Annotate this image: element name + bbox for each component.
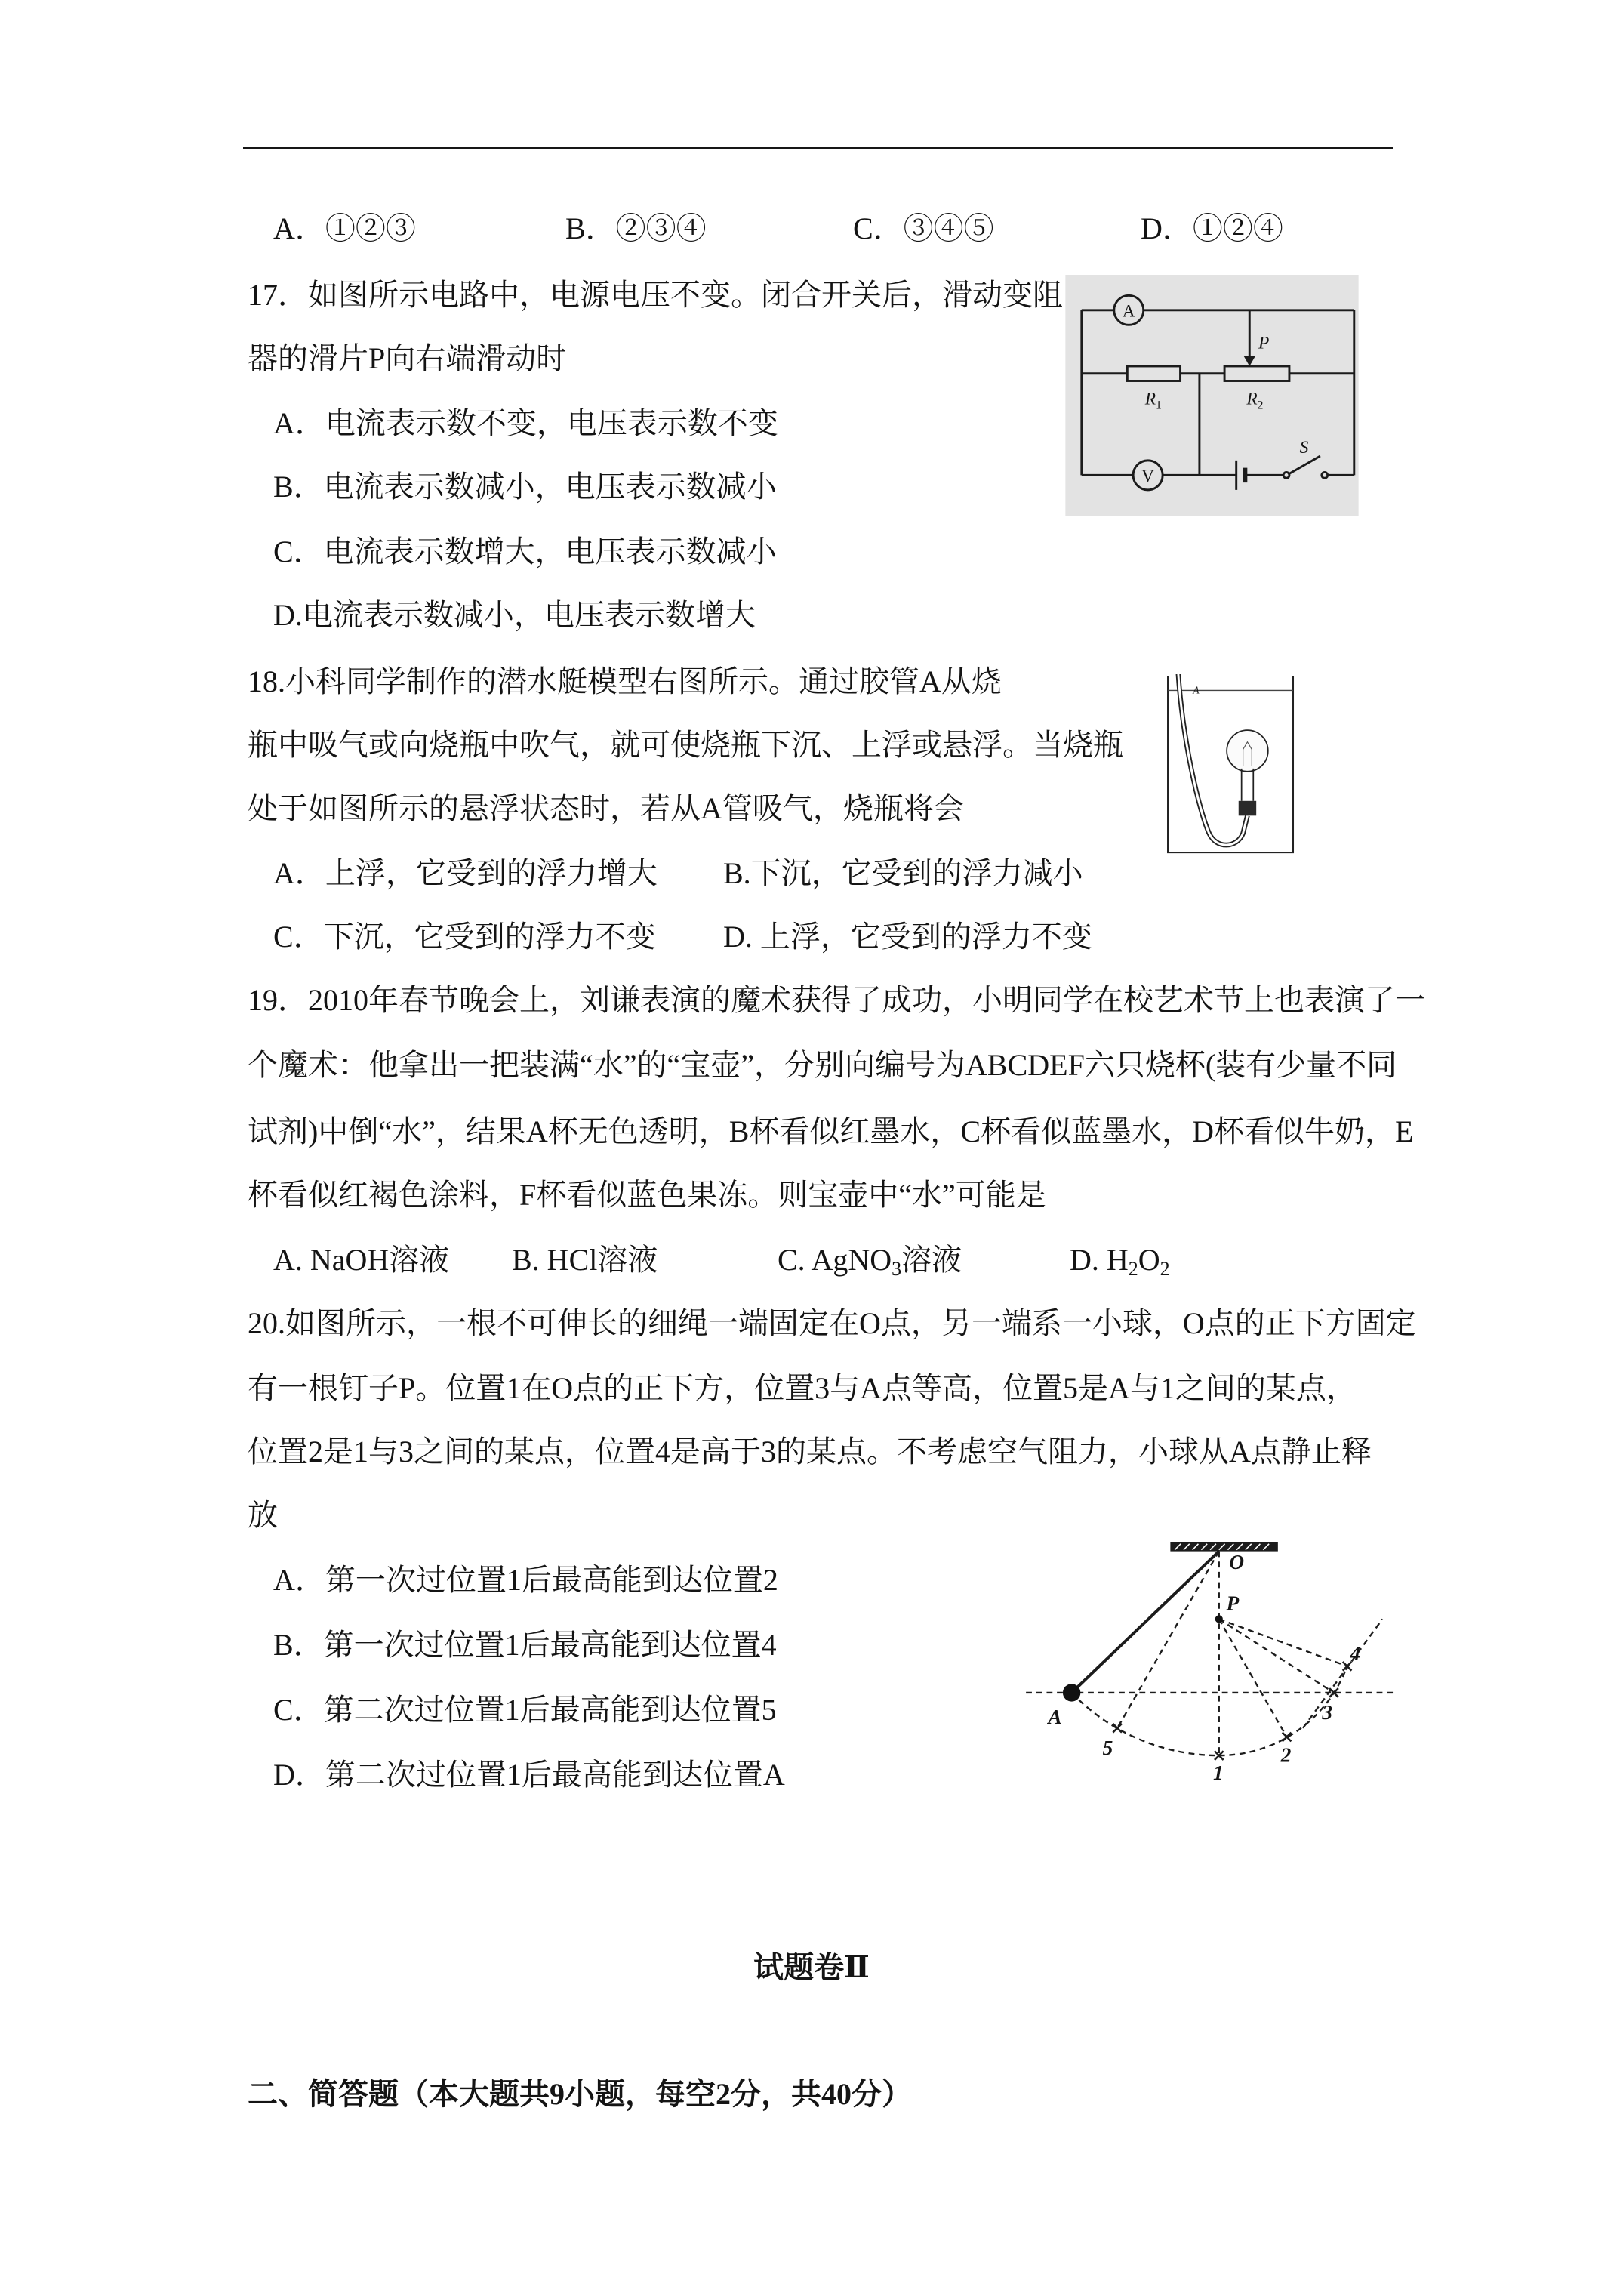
q17-option-a: A．电流表示数不变，电压表示数不变 [273,406,778,440]
q18-stem-line-2: 瓶中吸气或向烧瓶中吹气，就可使烧瓶下沉、上浮或悬浮。当烧瓶 [248,728,1123,762]
q19-option-c-text: C. AgNO [778,1243,892,1277]
q19-option-b: B. HCl溶液 [512,1243,658,1277]
q18-stem-line-1: 18.小科同学制作的潜水艇模型右图所示。通过胶管A从烧 [248,664,1002,698]
label-o: O [1229,1551,1245,1574]
q18-option-b: B.下沉，它受到的浮力减小 [723,856,1083,890]
q18-option-a: A．上浮，它受到的浮力增大 [273,856,658,890]
q20-stem-line-3: 位置2是1与3之间的某点，位置4是高于3的某点。不考虑空气阻力，小球从A点静止释 [248,1435,1372,1469]
header-rule [243,147,1393,149]
flask-neck [1242,769,1254,801]
r1-subscript: 1 [1156,399,1162,412]
flask-bulb [1227,730,1268,772]
label-1: 1 [1212,1761,1224,1783]
q20-option-a: A．第一次过位置1后最高能到达位置2 [273,1563,778,1597]
q20-pendulum-figure [1023,1539,1402,1783]
mark-position-5 [1113,1724,1122,1733]
q19-option-d-text: D. H [1070,1243,1129,1277]
label-3: 3 [1322,1701,1333,1724]
q19-option-d [1070,1242,1170,1278]
mark-position-2 [1283,1733,1292,1742]
q20-stem-line-1: 20.如图所示，一根不可伸长的细绳一端固定在O点，另一端系一小球，O点的正下方固定 [248,1306,1416,1340]
q19-stem-line-2: 个魔术：他拿出一把装满“水”的“宝壶”，分别向编号为ABCDEF六只烧杯(装有少量不同 [248,1048,1397,1082]
q20-option-d: D．第二次过位置1后最高能到达位置A [273,1758,785,1792]
string-solid [1072,1552,1219,1693]
label-2: 2 [1280,1743,1292,1767]
r1-letter: R [1144,389,1156,409]
q19-stem-line-4: 杯看似红褐色涂料，F杯看似蓝色果冻。则宝壶中“水”可能是 [248,1178,1046,1212]
q18-option-d: D. 上浮，它受到的浮力不变 [723,920,1092,954]
label-5: 5 [1102,1736,1113,1759]
q19-option-c [778,1242,962,1278]
q16-option-a: A．①②③ [273,211,416,245]
r2-subscript: 2 [1257,399,1264,412]
q20-stem-line-4: 放 [248,1498,278,1532]
q17-stem-line-1: 17．如图所示电路中，电源电压不变。闭合开关后，滑动变阻 [248,278,1063,312]
beaker-outline [1168,676,1293,852]
q19-option-d-subscript-1: 2 [1128,1258,1138,1280]
q19-option-a: A. NaOH溶液 [273,1243,450,1277]
string-to-position-5 [1117,1552,1219,1728]
extended-line-through-4 [1303,1619,1382,1727]
voltmeter-label: V [1141,467,1155,487]
q19-option-d-oxygen: O [1138,1243,1160,1277]
q18-option-c: C．下沉，它受到的浮力不变 [273,920,656,954]
q16-option-d: D．①②④ [1141,211,1283,245]
q17-option-b: B．电流表示数减小，电压表示数减小 [273,470,777,504]
q16-option-b: B．②③④ [565,211,707,245]
section-heading: 二、简答题（本大题共9小题，每空2分，共40分） [248,2077,912,2111]
q20-stem-line-2: 有一根钉子P。位置1在O点的正下方，位置3与A点等高，位置5是A与1之间的某点， [248,1371,1357,1405]
q17-stem-line-2: 器的滑片P向右端滑动时 [248,341,567,375]
q19-option-d-subscript-2: 2 [1160,1258,1170,1280]
swing-arc-large [1072,1693,1219,1755]
tube-label: A [1193,684,1200,696]
q19-option-c-tail: 溶液 [901,1243,962,1277]
label-4: 4 [1350,1642,1361,1666]
r2-letter: R [1246,389,1258,409]
ball [1063,1684,1080,1701]
q19-stem-line-1: 19．2010年春节晚会上，刘谦表演的魔术获得了成功，小明同学在校艺术节上也表演了一 [248,983,1425,1017]
part-title: 试题卷Ⅱ [753,1950,870,1984]
q17-option-c: C．电流表示数增大，电压表示数减小 [273,535,777,569]
switch-label: S [1299,438,1309,458]
flask-stopper [1239,801,1256,816]
q18-stem-line-3: 处于如图所示的悬浮状态时，若从A管吸气，烧瓶将会 [248,791,964,825]
ammeter-label: A [1122,301,1135,322]
slider-label: P [1258,333,1270,353]
label-a: A [1048,1705,1062,1728]
q20-option-b: B．第一次过位置1后最高能到达位置4 [273,1628,777,1662]
q20-option-c: C．第二次过位置1后最高能到达位置5 [273,1693,777,1727]
q16-option-c: C．③④⑤ [853,211,994,245]
q17-option-d: D.电流表示数减小，电压表示数增大 [273,598,756,632]
string-to-position-2 [1219,1619,1287,1737]
q19-stem-line-3: 试剂)中倒“水”，结果A杯无色透明，B杯看似红墨水，C杯看似蓝墨水，D杯看似牛奶，E [248,1114,1414,1148]
q19-option-c-subscript: 3 [892,1258,902,1280]
q18-submarine-figure [1166,674,1296,855]
nail-dot [1215,1615,1223,1623]
q17-circuit-figure [1065,275,1359,516]
label-p: P [1226,1592,1240,1615]
